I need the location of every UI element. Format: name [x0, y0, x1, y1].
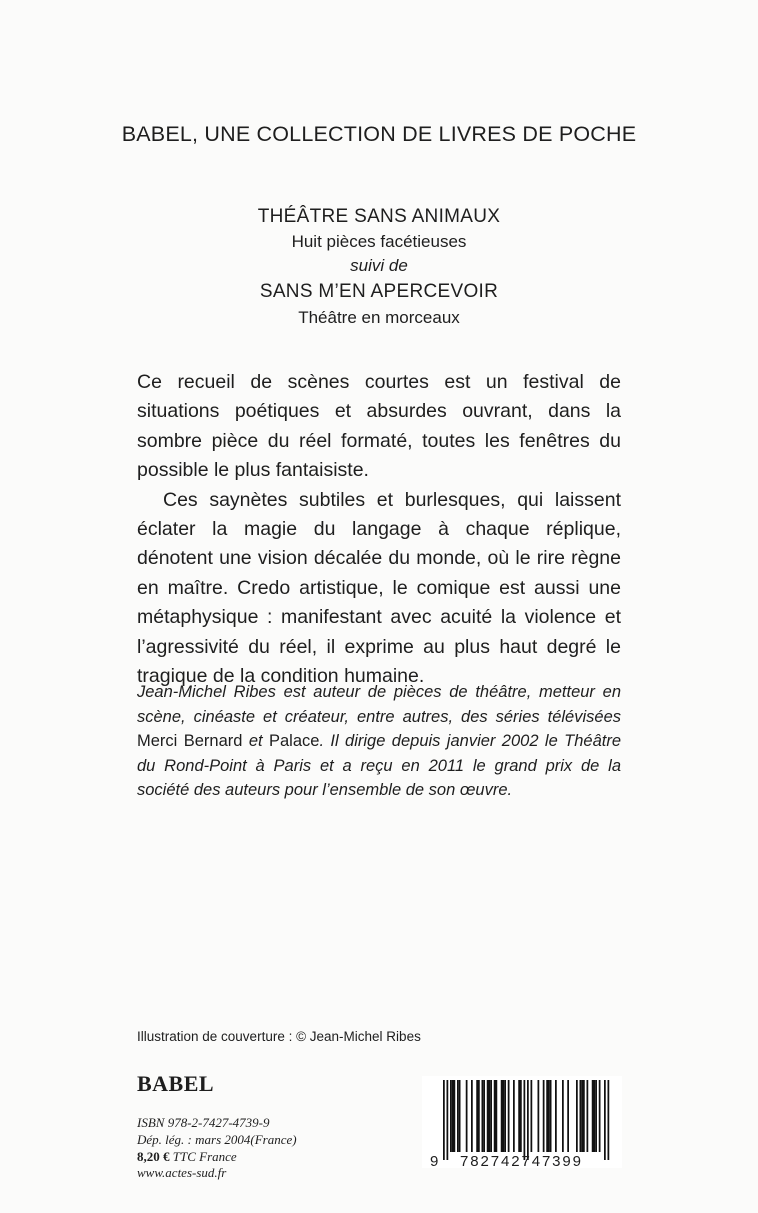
barcode-first-digit: 9 — [430, 1153, 441, 1170]
barcode-bar — [580, 1080, 582, 1152]
blurb-paragraph-2: Ces saynètes subtiles et burlesques, qui laissent éclater la magie du langage à chaque réplique, dénotent une vision décalée du monde, où le rire règne en maître. Credo artistique, le comique est aussi une métaphysique : manifestant avec acuité la violence et l’agressivité du réel, il exprime au plus haut degré le tragique de la condition humaine. — [137, 488, 621, 688]
barcode-bar — [457, 1080, 459, 1152]
bio-and: et — [242, 732, 269, 750]
price-suffix: TTC France — [169, 1148, 237, 1164]
barcode-bar — [594, 1080, 596, 1152]
bio-text-1: Jean-Michel Ribes est auteur de pièces de théâtre, metteur en scène, cinéaste et créateur, entre autres, des séries télévisées — [137, 683, 621, 726]
barcode-bar — [503, 1080, 505, 1152]
barcode-bar — [527, 1080, 529, 1160]
barcode-bar — [581, 1080, 583, 1152]
barcode-bar — [483, 1080, 485, 1152]
barcode-bar — [487, 1080, 489, 1152]
barcode-bar — [567, 1080, 569, 1152]
legal-deposit: Dép. lég. : mars 2004(France) — [137, 1131, 297, 1147]
barcode-bar — [518, 1080, 520, 1152]
barcode-bar — [513, 1080, 515, 1152]
barcode-bar — [555, 1080, 557, 1152]
barcode-bar — [501, 1080, 503, 1152]
title-second: SANS M’EN APERCEVOIR — [259, 281, 499, 302]
author-bio — [137, 680, 621, 803]
barcode-bar — [447, 1080, 449, 1160]
bio-show-1: Merci Bernard — [137, 732, 243, 750]
subtitle-main: Huit pièces facétieuses — [291, 232, 467, 251]
barcode-bar — [587, 1080, 589, 1152]
barcode-bar — [604, 1080, 606, 1160]
barcode-bar — [592, 1080, 594, 1152]
titles-block — [0, 203, 758, 330]
barcode-bar — [524, 1080, 526, 1160]
barcode-bar — [494, 1080, 496, 1152]
collection-heading: BABEL, UNE COLLECTION DE LIVRES DE POCHE — [121, 122, 637, 146]
publisher-logo: BABEL — [137, 1071, 215, 1096]
barcode-bar — [531, 1080, 533, 1152]
barcode-bar — [599, 1080, 601, 1152]
website: www.actes-sud.fr — [137, 1165, 227, 1181]
barcode-bar — [454, 1080, 456, 1152]
title-main: THÉÂTRE SANS ANIMAUX — [257, 206, 501, 227]
barcode-bar — [595, 1080, 597, 1152]
barcode-bar — [543, 1080, 545, 1152]
barcode-bar — [548, 1080, 550, 1152]
barcode-bar — [520, 1080, 522, 1152]
price-value: 8,20 € — [137, 1148, 170, 1164]
barcode-bar — [576, 1080, 578, 1152]
barcode-bar — [476, 1080, 478, 1152]
barcode-bar — [608, 1080, 610, 1160]
barcode-bar — [478, 1080, 480, 1152]
barcode-bar — [459, 1080, 461, 1152]
illustration-credit: Illustration de couverture : © Jean-Michel Ribes — [137, 1029, 421, 1044]
barcode-bar — [482, 1080, 484, 1152]
barcode-bar — [489, 1080, 491, 1152]
publication-info — [137, 1115, 297, 1182]
barcode-bar — [546, 1080, 548, 1152]
bio-text-2: . Il dirige depuis janvier 2002 le Théâtre du Rond-Point à Paris et a reçu en 2011 le grand prix de la société des auteurs pour l’ensemble de son œuvre. — [137, 732, 622, 799]
blurb-paragraph-1: Ce recueil de scènes courtes est un festival de situations poétiques et absurdes ouvrant, dans la sombre pièce du réel formaté, toutes les fenêtres du possible le plus fantaisiste. — [137, 371, 621, 482]
barcode-bar — [504, 1080, 506, 1152]
price — [137, 1149, 297, 1166]
barcode-bar — [450, 1080, 452, 1152]
barcode-bar — [550, 1080, 552, 1152]
isbn-barcode — [422, 1076, 622, 1168]
barcode-bar — [583, 1080, 585, 1152]
barcode-number: 782742747399 — [460, 1153, 583, 1170]
barcode-bar — [443, 1080, 445, 1160]
title-connector: suivi de — [350, 256, 408, 275]
barcode-bar — [466, 1080, 468, 1152]
barcode-bar — [562, 1080, 564, 1152]
isbn: ISBN 978-2-7427-4739-9 — [137, 1115, 270, 1130]
barcode-bar — [452, 1080, 454, 1152]
bio-show-2: Palace — [268, 732, 320, 750]
barcode-bar — [538, 1080, 540, 1152]
subtitle-second: Théâtre en morceaux — [298, 308, 460, 327]
barcode-bar — [471, 1080, 473, 1152]
barcode-bar — [496, 1080, 498, 1152]
barcode-bar — [490, 1080, 492, 1152]
barcode-bar — [508, 1080, 510, 1152]
blurb — [137, 368, 621, 691]
